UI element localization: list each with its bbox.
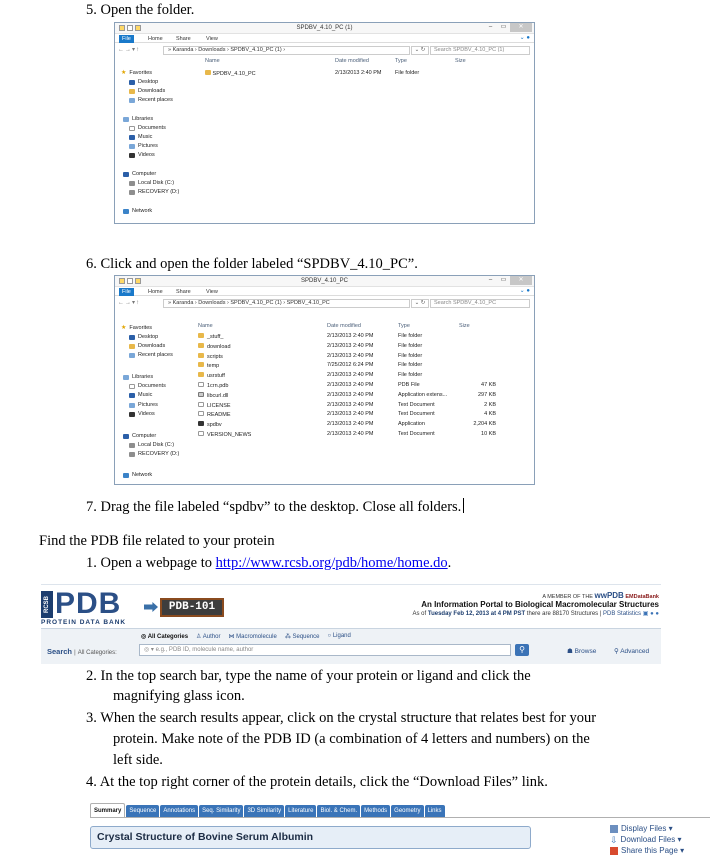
pictures-icon <box>129 144 135 149</box>
tab-file[interactable]: File <box>119 35 134 43</box>
documents-icon <box>129 384 135 389</box>
nav-computer[interactable] <box>123 171 156 177</box>
folder-icon <box>198 362 204 367</box>
nav-label: RECOVERY (D:) <box>138 189 180 195</box>
wwpdb-logo[interactable]: wwPDB <box>594 591 624 600</box>
filter-macromolecule[interactable]: ⋈ Macromolecule <box>228 634 277 640</box>
music-icon <box>129 393 135 398</box>
nav-local-disk[interactable] <box>129 180 174 186</box>
nav-label: Desktop <box>138 79 159 85</box>
social-icons[interactable]: ▣ ● ● <box>642 611 659 617</box>
libraries-icon <box>123 375 129 380</box>
help-icon[interactable]: ⌄ ● <box>519 35 530 41</box>
file-icon <box>198 411 204 416</box>
nav-downloads[interactable] <box>129 343 165 349</box>
file-type: Text Document <box>398 411 435 418</box>
address-path[interactable]: » Karanda › Downloads › SPDBV_4.10_PC (1) › SPDBV_4.10_PC <box>163 299 410 308</box>
file-name: SPDBV_4.10_PC <box>212 71 256 77</box>
file-type: File folder <box>395 70 420 76</box>
section-heading: Find the PDB file related to your protein <box>39 533 275 549</box>
member-text: A MEMBER OF THE <box>542 594 593 600</box>
filter-label: Author <box>202 634 221 640</box>
file-name: VERSION_NEWS <box>207 432 252 438</box>
nav-recovery[interactable] <box>129 451 179 457</box>
nav-label: Videos <box>138 152 155 158</box>
stats-line <box>413 610 660 617</box>
nav-favorites[interactable] <box>121 325 152 331</box>
file-row[interactable] <box>198 421 528 430</box>
nav-label: Music <box>138 134 153 140</box>
file-row[interactable] <box>198 372 528 381</box>
tab-annotations[interactable]: Annotations <box>160 805 198 817</box>
file-type: File folder <box>398 352 423 359</box>
nav-network[interactable] <box>123 472 152 478</box>
documents-icon <box>129 126 135 131</box>
tab-share[interactable]: Share <box>176 289 191 295</box>
nav-label: Computer <box>132 171 157 177</box>
folder-icon <box>198 333 204 338</box>
navigation-pane <box>115 58 205 223</box>
file-name: usrstuff <box>207 373 225 380</box>
advanced-search-button[interactable]: ⚲ Advanced <box>614 648 650 655</box>
nav-pictures[interactable] <box>129 143 158 149</box>
magnifying-glass-icon[interactable]: ⚲ <box>515 644 529 656</box>
file-date: 2/13/2013 2:40 PM <box>327 431 374 437</box>
file-date: 2/13/2013 2:40 PM <box>327 382 374 388</box>
refresh-icon[interactable]: ⌄ ↻ <box>411 299 429 308</box>
nav-music[interactable] <box>129 392 152 398</box>
title-bar <box>115 276 534 287</box>
pdb-header <box>41 584 661 628</box>
tab-home[interactable]: Home <box>148 36 163 42</box>
nav-label: Local Disk (C:) <box>138 442 175 448</box>
file-icon <box>198 431 204 436</box>
file-row[interactable] <box>205 70 525 77</box>
nav-documents[interactable] <box>129 125 166 131</box>
filter-label: Sequence <box>292 634 320 640</box>
rcsb-logo-text: RCSB <box>41 591 53 618</box>
search-label <box>47 647 117 656</box>
maximize-icon[interactable]: ▭ <box>500 277 507 283</box>
pdb-banner <box>41 584 661 664</box>
minimize-icon[interactable]: – <box>488 24 493 30</box>
download-files-label: Download Files ▾ <box>620 835 682 844</box>
browse-button[interactable]: ☗ Browse <box>567 648 597 655</box>
file-name: download <box>207 343 231 350</box>
folder-icon <box>198 343 204 348</box>
file-icon <box>198 421 204 426</box>
title-bar <box>115 23 534 34</box>
step-2-cont: magnifying glass icon. <box>113 688 245 704</box>
file-date: 2/13/2013 2:40 PM <box>335 70 382 76</box>
filter-author[interactable]: ♙ Author <box>196 634 221 640</box>
file-icon <box>198 382 204 387</box>
column-header-size[interactable]: Size <box>459 323 470 329</box>
nav-computer[interactable] <box>123 433 156 439</box>
step-5-text: 5. Open the folder. <box>86 2 195 18</box>
file-row[interactable] <box>198 382 528 391</box>
step-2-text: 2. In the top search bar, type the name of your protein or ligand and click the <box>86 668 531 684</box>
recent-places-icon <box>129 353 135 358</box>
file-type: PDB File <box>398 382 420 388</box>
nav-label: Documents <box>138 125 166 131</box>
nav-libraries[interactable] <box>123 374 153 380</box>
computer-icon <box>123 172 129 177</box>
file-name: LICENSE <box>207 402 231 409</box>
file-date: 2/13/2013 2:40 PM <box>327 372 374 379</box>
file-date: 2/13/2013 2:40 PM <box>327 411 374 418</box>
nav-recent[interactable] <box>129 97 173 103</box>
computer-icon <box>123 434 129 439</box>
window-controls <box>484 23 532 32</box>
maximize-icon[interactable]: ▭ <box>500 24 507 30</box>
file-date: 2/13/2013 2:40 PM <box>327 391 374 398</box>
file-row[interactable] <box>198 353 528 362</box>
nav-arrows-icon[interactable]: ←→▾↑ <box>118 47 141 53</box>
file-size: 4 KB <box>484 411 496 418</box>
pictures-icon <box>129 403 135 408</box>
search-label-text: Search <box>47 647 73 656</box>
nav-recovery[interactable] <box>129 189 179 195</box>
file-size: 47 KB <box>481 382 496 388</box>
nav-desktop[interactable] <box>129 334 158 340</box>
libraries-icon <box>123 117 129 122</box>
file-date: 7/25/2012 6:24 PM <box>327 362 374 369</box>
filter-label: Macromolecule <box>236 634 277 640</box>
step-1-suffix: . <box>447 555 452 571</box>
file-icon <box>198 402 204 407</box>
explorer-window-1 <box>114 22 535 224</box>
window-title: SPDBV_4.10_PC <box>300 278 349 284</box>
step-3-text: 3. When the search results appear, click on the crystal structure that relates best for your <box>86 710 597 726</box>
nav-label: Network <box>132 208 153 214</box>
stats-prefix: As of <box>412 611 428 617</box>
filter-all-categories[interactable]: ◎ All Categories <box>141 634 189 640</box>
nav-videos[interactable] <box>129 152 155 158</box>
step-3-cont: protein. Make note of the PDB ID (a combination of 4 letters and numbers) on the <box>113 731 590 747</box>
pdb-logo[interactable] <box>41 587 139 627</box>
nav-documents[interactable] <box>129 383 166 389</box>
step-4-text: 4. At the top right corner of the protein details, click the “Download Files” link. <box>86 774 548 790</box>
browse-label: Browse <box>574 648 597 655</box>
file-date: 2/13/2013 2:40 PM <box>327 342 374 349</box>
minimize-icon[interactable]: – <box>488 277 493 283</box>
file-row[interactable] <box>198 431 528 440</box>
rcsb-link[interactable]: http://www.rcsb.org/pdb/home/home.do <box>215 555 448 571</box>
file-row[interactable] <box>198 402 528 411</box>
structure-title: Crystal Structure of Bovine Serum Albumin <box>90 826 531 849</box>
file-type: Text Document <box>398 401 435 408</box>
navigation-pane <box>115 311 205 484</box>
nav-label: Videos <box>138 411 155 417</box>
explorer-window-2 <box>114 275 535 485</box>
filter-label: All Categories <box>147 634 189 640</box>
nav-network[interactable] <box>123 208 152 214</box>
music-icon <box>129 135 135 140</box>
file-row[interactable] <box>198 343 528 352</box>
tab-3d-similarity[interactable]: 3D Similarity <box>244 805 284 817</box>
column-header-type[interactable]: Type <box>395 58 407 64</box>
tab-share[interactable]: Share <box>176 36 191 42</box>
file-type: File folder <box>398 342 423 349</box>
address-path[interactable]: » Karanda › Downloads › SPDBV_4.10_PC (1) › <box>163 46 410 55</box>
downloads-icon <box>129 344 135 349</box>
file-name: _stuff_ <box>207 334 224 340</box>
portal-title: An Information Portal to Biological Macromolecular Structures <box>421 600 659 609</box>
column-header-name[interactable]: Name <box>198 323 213 329</box>
file-icon <box>198 392 204 397</box>
nav-label: Desktop <box>138 334 159 340</box>
ribbon-tabs <box>115 287 534 296</box>
file-type: File folder <box>398 362 423 369</box>
file-type: Text Document <box>398 431 435 437</box>
pdb101-link[interactable] <box>144 598 224 617</box>
tab-view[interactable]: View <box>206 36 218 42</box>
nav-label: Computer <box>132 433 157 439</box>
folder-icon <box>198 353 204 358</box>
close-icon[interactable]: ✕ <box>510 23 532 32</box>
tab-links[interactable]: Links <box>425 805 445 817</box>
text-cursor <box>463 498 464 513</box>
step-7-label: 7. Drag the file labeled “spdbv” to the desktop. Close all folders. <box>86 499 462 515</box>
refresh-icon[interactable]: ⌄ ↻ <box>411 46 429 55</box>
file-row[interactable] <box>198 333 528 342</box>
column-header-date[interactable]: Date modified <box>335 58 369 64</box>
separator: | <box>74 650 76 656</box>
tab-sequence[interactable]: Sequence <box>126 805 159 817</box>
tab-seq-similarity[interactable]: Seq. Similarity <box>199 805 243 817</box>
step-6-text: 6. Click and open the folder labeled “SPDBV_4.10_PC”. <box>86 256 418 272</box>
column-header-name[interactable]: Name <box>205 58 220 64</box>
tab-biol-chem[interactable]: Biol. & Chem. <box>317 805 360 817</box>
file-size: 297 KB <box>477 391 496 398</box>
share-page-label: Share this Page ▾ <box>621 846 685 855</box>
step-1-prefix: 1. Open a webpage to <box>86 555 216 571</box>
address-bar-row <box>115 297 534 309</box>
arrow-icon <box>144 602 158 612</box>
nav-local-disk[interactable] <box>129 442 174 448</box>
nav-label: Recent places <box>138 97 173 103</box>
tab-home[interactable]: Home <box>148 289 163 295</box>
tab-methods[interactable]: Methods <box>361 805 390 817</box>
nav-label: Favorites <box>129 325 153 331</box>
star-icon: ★ <box>121 324 127 331</box>
filter-label: Ligand <box>332 633 351 639</box>
file-type: File folder <box>398 333 423 339</box>
network-icon <box>123 209 129 214</box>
file-row[interactable] <box>198 392 528 401</box>
nav-label: Downloads <box>138 88 166 94</box>
pdb-statistics-link[interactable]: PDB Statistics <box>603 611 642 617</box>
file-name: libcurl.dll <box>207 392 229 399</box>
file-name: spdbv <box>207 422 222 429</box>
nav-label: Documents <box>138 383 166 389</box>
close-icon[interactable]: ✕ <box>510 276 532 285</box>
column-header-type[interactable]: Type <box>398 323 410 329</box>
search-filters <box>141 633 351 640</box>
file-date: 2/13/2013 2:40 PM <box>327 421 374 428</box>
file-size: 2,204 KB <box>473 421 496 428</box>
pdb101-label: PDB-101 <box>160 598 224 617</box>
file-date: 2/13/2013 2:40 PM <box>327 352 374 359</box>
search-bar <box>41 628 661 664</box>
structure-tabs <box>90 803 445 817</box>
share-icon <box>610 847 618 855</box>
search-placeholder: e.g., PDB ID, molecule name, author <box>155 647 254 653</box>
file-date: 2/13/2013 2:40 PM <box>327 333 374 339</box>
emdatabank-logo[interactable]: EMDataBank <box>625 594 659 600</box>
stats-date: Tuesday Feb 12, 2013 at 4 PM PST <box>427 611 526 617</box>
filter-sequence[interactable]: ⁂ Sequence <box>284 634 320 640</box>
desktop-icon <box>129 335 135 340</box>
address-bar-row <box>115 44 534 56</box>
drive-icon <box>129 452 135 457</box>
tab-view[interactable]: View <box>206 289 218 295</box>
display-files-link[interactable] <box>610 824 673 833</box>
nav-label: Favorites <box>129 70 153 76</box>
nav-label: Libraries <box>132 374 154 380</box>
pdb-logo-subtitle: PROTEIN DATA BANK <box>41 619 127 626</box>
drive-icon <box>129 190 135 195</box>
nav-label: Downloads <box>138 343 166 349</box>
file-size: 2 KB <box>484 401 496 408</box>
nav-label: Pictures <box>138 402 158 408</box>
tab-divider <box>90 817 710 818</box>
drive-icon <box>129 181 135 186</box>
pdb-search-input[interactable]: ◎ ▾ e.g., PDB ID, molecule name, author <box>139 644 511 656</box>
filter-ligand[interactable]: ○ Ligand <box>327 633 351 639</box>
videos-icon <box>129 412 135 417</box>
share-page-link[interactable] <box>610 846 684 855</box>
nav-music[interactable] <box>129 134 152 140</box>
file-name: temp <box>207 363 220 370</box>
help-icon[interactable]: ⌄ ● <box>519 288 530 294</box>
videos-icon <box>129 153 135 158</box>
search-category: All Categories: <box>77 650 117 656</box>
drive-icon <box>129 443 135 448</box>
nav-videos[interactable] <box>129 411 155 417</box>
advanced-label: Advanced <box>620 648 650 655</box>
folder-icon <box>205 70 211 75</box>
nav-label: Pictures <box>138 143 158 149</box>
file-type: File folder <box>398 372 423 379</box>
column-header-date[interactable]: Date modified <box>327 323 361 329</box>
tab-literature[interactable]: Literature <box>285 805 316 817</box>
step-1-text <box>86 554 451 573</box>
column-header-size[interactable]: Size <box>455 58 466 64</box>
nav-pictures[interactable] <box>129 402 158 408</box>
nav-label: Network <box>132 472 153 478</box>
download-icon: ⇩ <box>610 834 618 845</box>
window-controls <box>484 276 532 285</box>
nav-libraries[interactable] <box>123 116 153 122</box>
search-input[interactable]: Search SPDBV_4.10_PC <box>430 299 530 308</box>
step-7-text <box>86 498 464 517</box>
display-files-label: Display Files ▾ <box>621 824 673 833</box>
file-name: 1crn.pdb <box>207 383 229 389</box>
file-name: README <box>207 412 231 419</box>
nav-recent[interactable] <box>129 352 173 358</box>
desktop-icon <box>129 80 135 85</box>
search-input[interactable]: Search SPDBV_4.10_PC (1) <box>430 46 530 55</box>
file-row[interactable] <box>198 362 528 371</box>
nav-label: Local Disk (C:) <box>138 180 175 186</box>
pdb-logo-text: PDB <box>55 587 122 620</box>
tab-file[interactable]: File <box>119 288 134 296</box>
step-3-cont2: left side. <box>113 752 163 768</box>
nav-label: Libraries <box>132 116 154 122</box>
file-row[interactable] <box>198 411 528 420</box>
window-title: SPDBV_4.10_PC (1) <box>296 25 353 31</box>
file-type: Application extens... <box>398 391 448 398</box>
member-line <box>542 591 659 600</box>
nav-downloads[interactable] <box>129 88 165 94</box>
network-icon <box>123 473 129 478</box>
nav-label: Music <box>138 392 153 398</box>
nav-label: Recent places <box>138 352 173 358</box>
nav-desktop[interactable] <box>129 79 158 85</box>
file-date: 2/13/2013 2:40 PM <box>327 401 374 408</box>
tab-summary[interactable]: Summary <box>90 803 125 817</box>
stats-count: there are 88170 Structures | <box>525 611 604 617</box>
nav-label: RECOVERY (D:) <box>138 451 180 457</box>
nav-favorites[interactable] <box>121 70 152 76</box>
file-name: scripts <box>207 353 223 360</box>
tab-geometry[interactable]: Geometry <box>391 805 423 817</box>
file-type: Application <box>398 421 425 428</box>
download-files-link[interactable] <box>610 835 681 844</box>
file-size: 10 KB <box>481 431 496 437</box>
star-icon: ★ <box>121 69 127 76</box>
recent-places-icon <box>129 98 135 103</box>
nav-arrows-icon[interactable]: ←→▾↑ <box>118 300 141 306</box>
downloads-icon <box>129 89 135 94</box>
folder-icon <box>198 372 204 377</box>
ribbon-tabs <box>115 34 534 43</box>
display-files-icon <box>610 825 618 833</box>
